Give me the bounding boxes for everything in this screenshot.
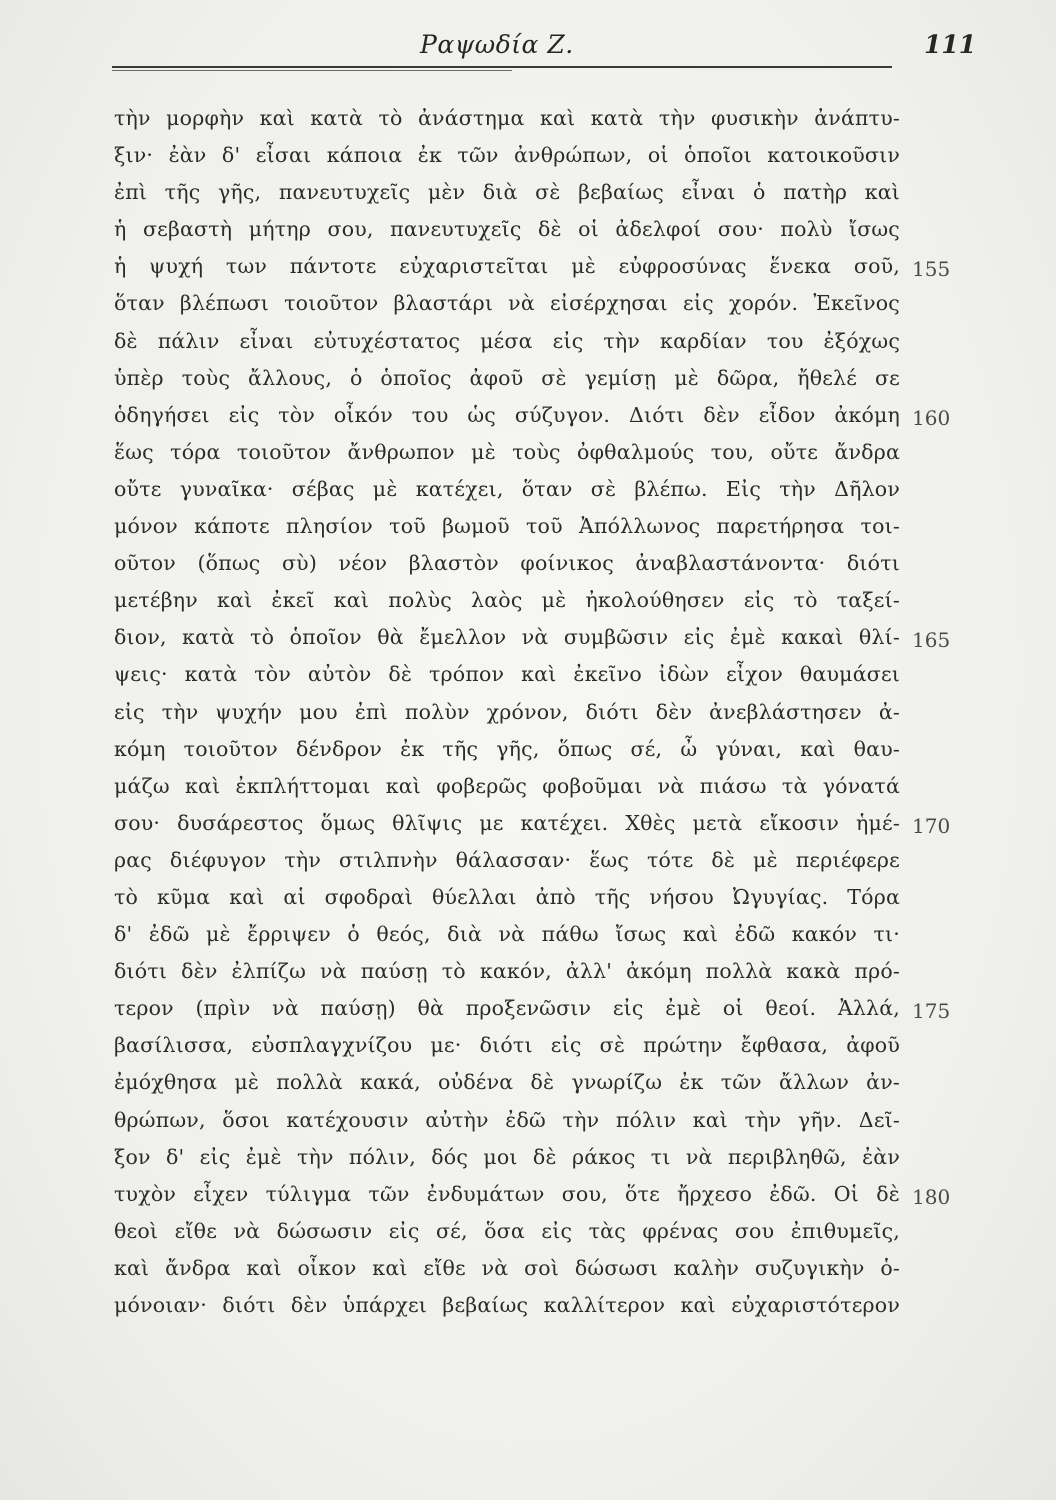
text-line: διότι δὲν ἐλπίζω νὰ παύσῃ τὸ κακόν, ἀλλ' ἀκόμη πολλὰ κακὰ πρό- bbox=[114, 959, 900, 984]
text-line: ἡ σεβαστὴ μήτηρ σου, πανευτυχεῖς δὲ οἱ ἀδελφοί σου· πολὺ ἴσως bbox=[114, 217, 900, 242]
text-line: τὸ κῦμα καὶ αἱ σφοδραὶ θύελλαι ἀπὸ τῆς νήσου Ὠγυγίας. Τόρα bbox=[114, 884, 900, 909]
text-line: ὁδηγήσει εἰς τὸν οἶκόν του ὡς σύζυγον. Διότι δὲν εἶδον ἀκόμη bbox=[114, 402, 900, 427]
text-line: ψεις· κατὰ τὸν αὐτὸν δὲ τρόπον καὶ ἐκεῖνο ἰδὼν εἶχον θαυμάσει bbox=[114, 662, 900, 687]
margin-line-number: 180 bbox=[912, 1184, 951, 1209]
page-number: 111 bbox=[924, 30, 977, 59]
text-line: τὴν μορφὴν καὶ κατὰ τὸ ἀνάστημα καὶ κατὰ τὴν φυσικὴν ἀνάπτυ- bbox=[114, 106, 900, 130]
running-head-title: Ραψωδία Ζ. bbox=[420, 30, 574, 59]
text-line: εἰς τὴν ψυχήν μου ἐπὶ πολὺν χρόνον, διότι δὲν ἀνεβλάστησεν ἀ- bbox=[114, 699, 900, 724]
text-line: μόνοιαν· διότι δὲν ὑπάρχει βεβαίως καλλίτερον καὶ εὐχαριστότερον bbox=[114, 1293, 900, 1317]
text-line: καὶ ἄνδρα καὶ οἶκον καὶ εἴθε νὰ σοὶ δώσωσι καλὴν συζυγικὴν ὁ- bbox=[114, 1255, 900, 1280]
text-line: ἕως τόρα τοιοῦτον ἄνθρωπον μὲ τοὺς ὀφθαλμούς του, οὔτε ἄνδρα bbox=[114, 439, 900, 464]
text-line: ξον δ' εἰς ἐμὲ τὴν πόλιν, δός μοι δὲ ράκος τι νὰ περιβληθῶ, ἐὰν bbox=[114, 1144, 900, 1169]
margin-line-number: 155 bbox=[912, 257, 951, 282]
text-line: δ' ἐδῶ μὲ ἔρριψεν ὁ θεός, διὰ νὰ πάθω ἴσως καὶ ἐδῶ κακόν τι· bbox=[114, 922, 900, 947]
text-line: ἐμόχθησα μὲ πολλὰ κακά, οὐδένα δὲ γνωρίζω ἐκ τῶν ἄλλων ἀν- bbox=[114, 1070, 900, 1095]
text-line: μάζω καὶ ἐκπλήττομαι καὶ φοβερῶς φοβοῦμαι νὰ πιάσω τὰ γόνατά bbox=[114, 773, 900, 798]
text-line: μετέβην καὶ ἐκεῖ καὶ πολὺς λαὸς μὲ ἠκολούθησεν εἰς τὸ ταξεί- bbox=[114, 588, 900, 613]
text-line: θεοὶ εἴθε νὰ δώσωσιν εἰς σέ, ὅσα εἰς τὰς φρένας σου ἐπιθυμεῖς, bbox=[114, 1218, 900, 1243]
text-line: ἐπὶ τῆς γῆς, πανευτυχεῖς μὲν διὰ σὲ βεβαίως εἶναι ὁ πατὴρ καὶ bbox=[114, 180, 900, 205]
text-line: τερον (πρὶν νὰ παύσῃ) θὰ προξενῶσιν εἰς ἐμὲ οἱ θεοί. Ἀλλά, bbox=[114, 996, 900, 1021]
text-line: δὲ πάλιν εἶναι εὐτυχέστατος μέσα εἰς τὴν καρδίαν του ἐξόχως bbox=[114, 328, 900, 353]
body-text bbox=[114, 100, 900, 1324]
header-rule bbox=[112, 66, 892, 68]
text-line: ξιν· ἐὰν δ' εἶσαι κάποια ἐκ τῶν ἀνθρώπων, οἱ ὁποῖοι κατοικοῦσιν bbox=[114, 143, 900, 168]
text-line: μόνον κάποτε πλησίον τοῦ βωμοῦ τοῦ Ἀπόλλωνος παρετήρησα τοι- bbox=[114, 514, 900, 539]
text-line: σου· δυσάρεστος ὅμως θλῖψις με κατέχει. Χθὲς μετὰ εἴκοσιν ἡμέ- bbox=[114, 810, 900, 835]
text-line: ἡ ψυχή των πάντοτε εὐχαριστεῖται μὲ εὐφροσύνας ἕνεκα σοῦ, bbox=[114, 254, 900, 279]
text-line: ὅταν βλέπωσι τοιοῦτον βλαστάρι νὰ εἰσέρχησαι εἰς χορόν. Ἐκεῖνος bbox=[114, 291, 900, 316]
text-line: τυχὸν εἶχεν τύλιγμα τῶν ἐνδυμάτων σου, ὅτε ἤρχεσο ἐδῶ. Οἱ δὲ bbox=[114, 1181, 900, 1206]
text-line: βασίλισσα, εὐσπλαγχνίζου με· διότι εἰς σὲ πρώτην ἔφθασα, ἀφοῦ bbox=[114, 1033, 900, 1058]
margin-line-number: 160 bbox=[912, 405, 951, 430]
margin-line-number: 170 bbox=[912, 813, 951, 838]
margin-line-number: 175 bbox=[912, 999, 951, 1024]
text-line: θρώπων, ὅσοι κατέχουσιν αὐτὴν ἐδῶ τὴν πόλιν καὶ τὴν γῆν. Δεῖ- bbox=[114, 1107, 900, 1132]
text-line: ρας διέφυγον τὴν στιλπνὴν θάλασσαν· ἕως τότε δὲ μὲ περιέφερε bbox=[114, 847, 900, 872]
header-rule-thin bbox=[112, 70, 512, 71]
text-line: ὑπὲρ τοὺς ἄλλους, ὁ ὁποῖος ἀφοῦ σὲ γεμίσῃ μὲ δῶρα, ἤθελέ σε bbox=[114, 365, 900, 390]
margin-line-number: 165 bbox=[912, 628, 951, 653]
text-line: κόμη τοιοῦτον δένδρον ἐκ τῆς γῆς, ὅπως σέ, ὦ γύναι, καὶ θαυ- bbox=[114, 736, 900, 761]
text-line: οὔτε γυναῖκα· σέβας μὲ κατέχει, ὅταν σὲ βλέπω. Εἰς τὴν Δῆλον bbox=[114, 476, 900, 501]
text-line: οῦτον (ὅπως σὺ) νέον βλαστὸν φοίνικος ἀναβλαστάνοντα· διότι bbox=[114, 551, 900, 576]
text-line: διον, κατὰ τὸ ὁποῖον θὰ ἔμελλον νὰ συμβῶσιν εἰς ἐμὲ κακαὶ θλί- bbox=[114, 625, 900, 650]
